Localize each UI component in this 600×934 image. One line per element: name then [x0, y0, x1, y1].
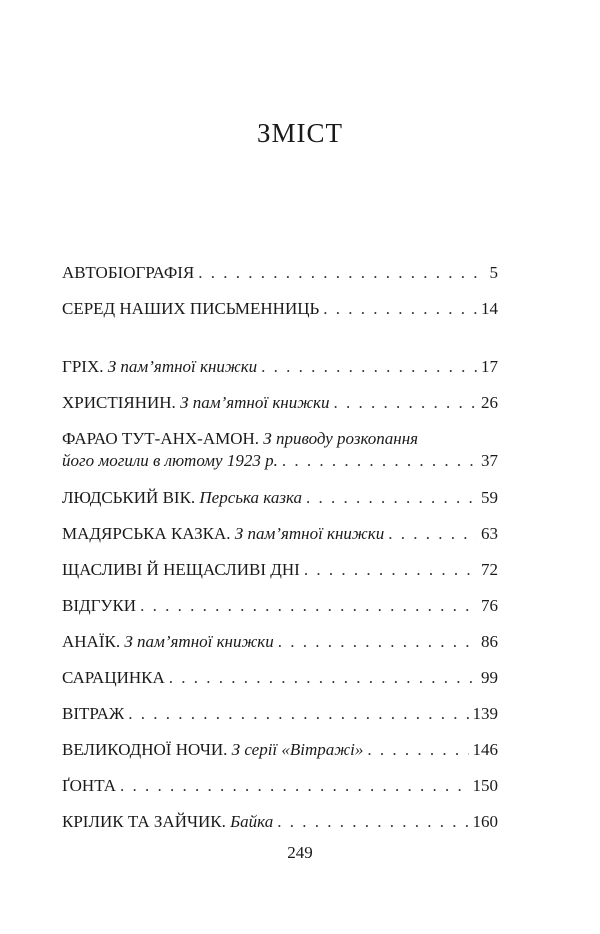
toc-entry-title: СЕРЕД НАШИХ ПИСЬМЕННИЦЬ: [62, 299, 320, 318]
toc-entry-title: АНАЇК.: [62, 632, 121, 651]
leader-dots: [261, 356, 477, 378]
toc-entry-title: АВТОБІОГРАФІЯ: [62, 263, 195, 282]
toc-entry-page: 76: [481, 596, 498, 615]
toc-entry[interactable]: [62, 356, 498, 378]
toc-entry-subtitle: Перська казка: [199, 488, 302, 507]
toc-entry-page: 160: [472, 812, 498, 831]
toc-entry-page: 72: [481, 560, 498, 579]
toc-entry[interactable]: [62, 523, 498, 545]
toc-entry-subtitle: З пам’ятної книжки: [124, 632, 274, 651]
toc-entry-subtitle: З приводу розкопання: [263, 429, 419, 448]
toc-entry[interactable]: [62, 811, 498, 833]
toc-entry-title: ВЕЛИКОДНОЇ НОЧИ.: [62, 740, 228, 759]
toc-entry[interactable]: [62, 739, 498, 761]
toc-entry-page: 26: [481, 393, 498, 412]
toc-entry-subtitle: Байка: [230, 812, 274, 831]
toc-entry-title: ФАРАО ТУТ-АНХ-АМОН.: [62, 429, 260, 448]
toc-entry-title: ҐОНТА: [62, 776, 117, 795]
toc-entry[interactable]: [62, 595, 498, 617]
toc-entry-title: КРІЛИК ТА ЗАЙЧИК.: [62, 812, 226, 831]
toc-entry-title: САРАЦИНКА: [62, 668, 165, 687]
toc-entry-page: 59: [481, 488, 498, 507]
toc-entry-subtitle: З пам’ятної книжки: [107, 357, 258, 376]
toc-entry-title: МАДЯРСЬКА КАЗКА.: [62, 524, 231, 543]
toc-entry[interactable]: [62, 392, 498, 414]
toc-entry-subtitle: З пам’ятної книжки: [234, 524, 385, 543]
leader-dots: [278, 631, 477, 653]
toc-entry[interactable]: [62, 775, 498, 797]
toc-entry-title: ВІТРАЖ: [62, 704, 125, 723]
toc-entry-title: ГРІХ.: [62, 357, 104, 376]
toc-entry-page: 63: [481, 524, 498, 543]
toc-entry[interactable]: [62, 559, 498, 581]
toc-entry-page: 14: [481, 299, 498, 318]
toc-entry[interactable]: [62, 262, 498, 284]
leader-dots: [277, 811, 468, 833]
toc-entry-title: ВІДГУКИ: [62, 596, 137, 615]
leader-dots: [140, 595, 477, 617]
page-number: 249: [287, 843, 313, 862]
leader-dots: [120, 775, 468, 797]
toc-entry-title: ЛЮДСЬКИЙ ВІК.: [62, 488, 196, 507]
toc-entry-page: 86: [481, 632, 498, 651]
toc-entry-subtitle: З пам’ятної книжки: [180, 393, 330, 412]
leader-dots: [198, 262, 485, 284]
toc-entry-page: 37: [481, 451, 498, 470]
toc-entry[interactable]: [62, 703, 498, 725]
toc-entry-title: ЩАСЛИВІ Й НЕЩАСЛИВІ ДНІ: [62, 560, 300, 579]
toc-entry[interactable]: [62, 667, 498, 689]
page-title: ЗМІСТ: [256, 118, 344, 148]
leader-dots: [282, 450, 477, 472]
leader-dots: [323, 298, 477, 320]
toc-entry-page: 150: [472, 776, 498, 795]
toc-entry-page: 5: [489, 263, 498, 282]
leader-dots: [367, 739, 468, 761]
toc-entry-subtitle-continued: його могили в лютому 1923 р.: [62, 451, 278, 470]
leader-dots: [304, 559, 477, 581]
toc-entry[interactable]: [62, 487, 498, 509]
toc-entry-title: ХРИСТІЯНИН.: [62, 393, 176, 412]
toc-entry-page: 17: [481, 357, 498, 376]
leader-dots: [388, 523, 477, 545]
leader-dots: [306, 487, 477, 509]
leader-dots: [128, 703, 468, 725]
leader-dots: [333, 392, 477, 414]
toc-entry[interactable]: [62, 298, 498, 320]
toc-entry-page: 99: [481, 668, 498, 687]
leader-dots: [169, 667, 477, 689]
toc-entry-subtitle: З серії «Вітражі»: [231, 740, 364, 759]
toc-entry-page: 139: [472, 704, 498, 723]
toc-entry[interactable]: [62, 631, 498, 653]
toc-entry-page: 146: [472, 740, 498, 759]
toc-entry[interactable]: [62, 428, 498, 472]
